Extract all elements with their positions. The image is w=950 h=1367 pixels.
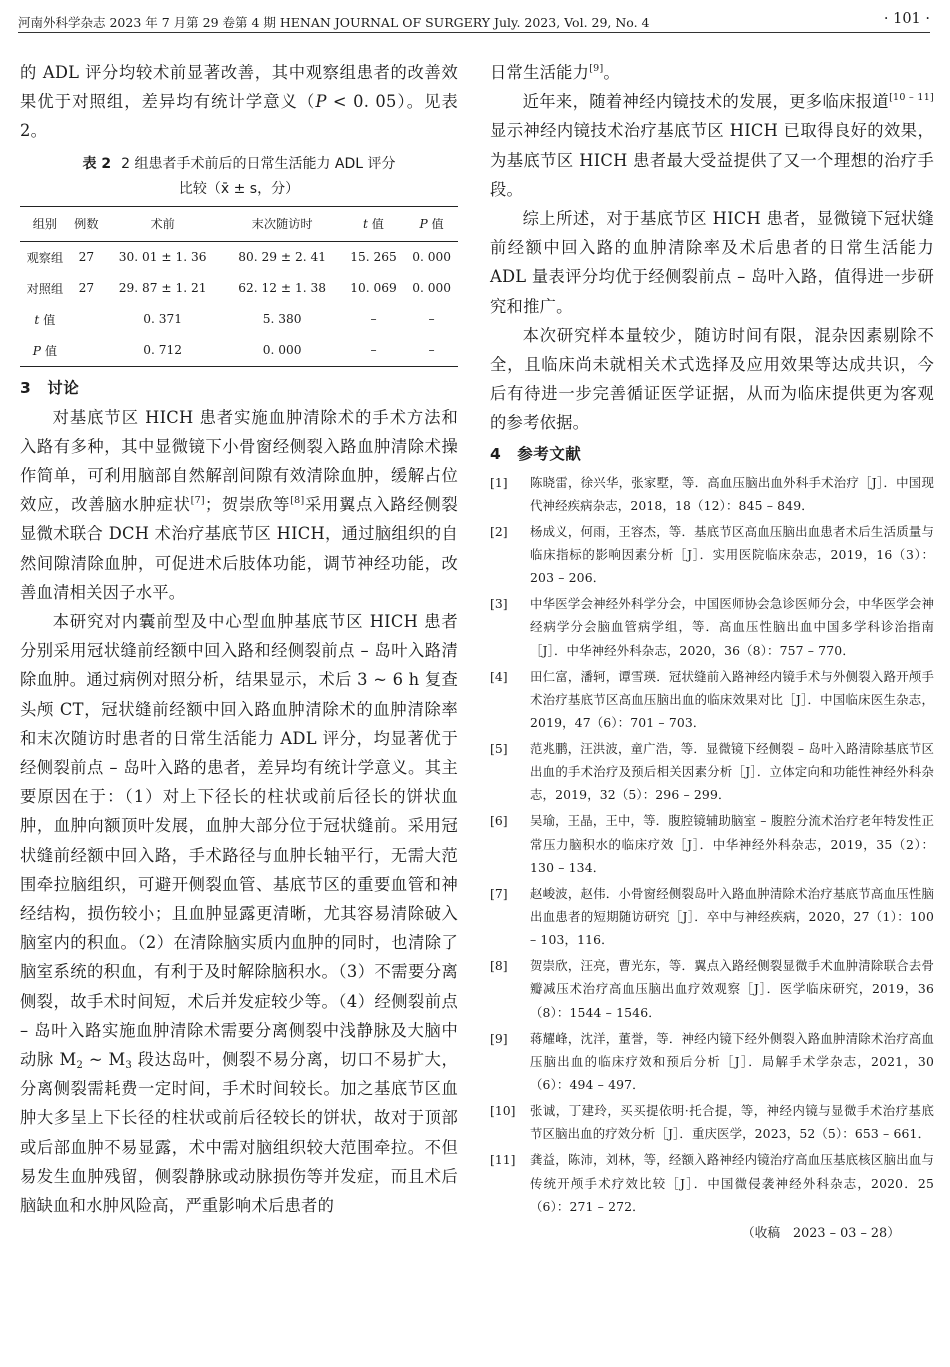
section-3-heading: 3 讨论 [20,378,80,397]
reference-number: [10] [490,1103,516,1119]
table-title-line2: 比较（x̄ ± s，分） [178,180,300,197]
header-p-value: P 值 [405,206,458,241]
left-column [20,58,458,1220]
reference-text: 田仁富，潘轲，谭雪瑛．冠状缝前入路神经内镜手术与外侧裂入路开颅手术治疗基底节区高血压脑出血的临床效果对比［J］．中国临床医生杂志，2019，47（6）：701 – 703． [530,668,934,731]
reference-item [490,1027,934,1097]
cell-last-followup: 80. 29 ± 2. 41 [238,250,326,265]
reference-text: 范兆鹏，汪洪波，童广浩，等．显微镜下经侧裂 – 岛叶入路清除基底节区出血的手术治疗及预后相关因素分析［J］．立体定向和功能性神经外科杂志，2019，32（5）：296 – 299． [530,741,934,803]
citation-10-11: [10 – 11] [889,92,934,104]
table-caption [20,152,458,202]
discussion-paragraph-1: 对基底节区 HICH 患者实施血肿清除术的手术方法和入路有多种，其中显微镜下小骨窗经侧裂入路血肿清除术操作简单，可利用脑部自然解剖间隙有效清除血肿，缓解占位效应，改善脑水肿症状[7]；贺崇欣等[8]采用翼点入路经侧裂显微术联合 DCH 术治疗基底节区 HICH，通过脑组织的自然间隙清除血肿，可促进术后肢体功能，调节神经功能，改善血清相关因子水平。 [20,407,458,602]
header-group: 组别 [20,206,70,241]
reference-number: [11] [490,1152,516,1168]
cell-preop: 0. 712 [143,343,183,358]
cell-last-followup: 5. 380 [262,312,302,327]
reference-number: [6] [490,813,508,829]
reference-text: 蒋耀峰，沈洋，董誉，等．神经内镜下经外侧裂入路血肿清除术治疗高血压脑出血的临床疗效和预后分析［J］．局解手术学杂志，2021，30（6）：494 – 497． [530,1030,934,1093]
cell-preop: 29. 87 ± 1. 21 [118,281,207,296]
results-continuation-paragraph: 的 ADL 评分均较术前显著改善，其中观察组患者的改善效果优于对照组，差异均有统计学意义（P < 0. 05）。见表 2。 [20,63,458,141]
header-last-followup: 末次随访时 [222,206,341,241]
reference-text: 赵峻波，赵伟．小骨窗经侧裂岛叶入路血肿清除术治疗基底节高血压性脑出血患者的短期随访研究［J］．卒中与神经疾病，2020，27（1）：100 – 103，116． [530,885,934,948]
table-label: 表 2 [82,155,112,172]
reference-text: 陈晓雷，徐兴华，张家墅，等．高血压脑出血外科手术治疗［J］．中国现代神经疾病杂志，2018，18（12）：845 – 849． [530,474,934,513]
reference-text: 吴瑜，王晶，王中，等．腹腔镜辅助脑室 – 腹腔分流术治疗老年特发性正常压力脑积水的临床疗效［J］．中华神经外科杂志，2019，35（2）：130 – 134． [530,813,934,875]
cell-last-followup: 62. 12 ± 1. 38 [238,281,326,296]
reference-list [490,471,934,1218]
discussion-paragraph-2: 本研究对内囊前型及中心型血肿基底节区 HICH 患者分别采用冠状缝前经额中回入路和经侧裂前点 – 岛叶入路清除血肿。通过病例对照分析，结果显示，术后 3 ~ 6 h 复查头颅 CT，冠状缝前经额中回入路血肿清除术的血肿清除率和末次随访时患者的日常生活能力 ADL 评分，均显著优于经侧裂前点 – 岛叶入路的患者，差异均有统计学意义。其主要原因在于：（1）对上下径长的柱状或前后径长的饼状血肿，血肿向额顶叶发展，血肿大部分位于冠状缝前。采用冠状缝前经额中回入路，手术路径与血肿长轴平行，无需大范围牵拉脑组织，可避开侧裂血管、基底节区的重要血管和神经结构，损伤较小；且血肿显露更清晰，尤其容易清除破入脑室内的积血。（2）在清除脑实质内血肿的同时，也清除了脑室系统的积血，有利于及时解除脑积水。（3）不需要分离侧裂，故手术时间短，术后并发症较少等。（4）经侧裂前点 – 岛叶入路实施血肿清除术需要分离侧裂中浅静脉及大脑中动脉 $M_2$ ~ $M_3$ 段达岛叶，侧裂不易分离，切口不易扩大，分离侧裂需耗费一定时间，手术时间较长。加之基底节区血肿大多呈上下长径的柱状或前后径较长的饼状，故对于顶部或后部血肿不易显露，术中需对脑组织较大范围牵拉。不但易发生血肿残留，侧裂静脉或动脉损伤等并发症，而且术后脑缺血和水肿风险高，严重影响术后患者的 [20,612,458,1216]
cell-preop: 30. 01 ± 1. 36 [118,250,207,265]
reference-number: [5] [490,741,508,757]
cell-p-value: – [428,343,435,358]
endoscope-paragraph: 近年来，随着神经内镜技术的发展，更多临床报道[10 – 11]显示神经内镜技术治疗基底节区 HICH 已取得良好的效果，为基底节区 HICH 患者最大受益提供了又一个理想的治疗手段。 [490,92,934,199]
cell-group: 观察组 [26,250,64,265]
page-number: · 101 · [883,11,930,27]
cell-count [70,304,103,335]
header-count: 例数 [70,206,103,241]
header-t-value: t 值 [342,206,405,241]
citation-8: [8] [290,495,305,507]
reference-item [490,520,934,590]
references-heading: 4 参考文献 [490,444,582,463]
discussion-continuation: 日常生活能力[9]。 [490,63,620,82]
citation-9: [9] [589,63,604,74]
cell-t-value: – [370,312,377,327]
reference-item [490,665,934,735]
citation-7: [7] [190,495,205,507]
received-date: （收稿 2023 – 03 – 28） [741,1225,900,1241]
table-header-row [20,206,458,241]
observation-group-row [20,241,458,273]
reference-item [490,1099,934,1145]
reference-item [490,471,934,517]
header-preop: 术前 [103,206,222,241]
reference-number: [9] [490,1030,508,1046]
cell-group: t 值 [34,312,56,327]
conclusion-paragraph: 综上所述，对于基底节区 HICH 患者，显微镜下冠状缝前经额中回入路的血肿清除率及术后患者的日常生活能力 ADL 量表评分均优于经侧裂前点 – 岛叶入路，值得进一步研究和推广。 [490,209,934,316]
cell-t-value: – [370,343,377,358]
adl-score-table [20,206,458,367]
cell-group: P 值 [32,343,58,358]
reference-item [490,737,934,807]
cell-group: 对照组 [26,281,64,296]
cell-preop: 0. 371 [143,312,183,327]
reference-number: [7] [490,885,508,901]
cell-p-value: – [428,312,435,327]
running-header [18,8,930,33]
reference-text: 贺崇欣，汪亮，曹光东，等．翼点入路经侧裂显微手术血肿清除联合去骨瓣减压术治疗高血压脑出血疗效观察［J］．医学临床研究，2019，36（8）：1544 – 1546． [530,958,934,1020]
table-title-line1: 2 组患者手术前后的日常生活能力 ADL 评分 [121,155,396,172]
control-group-row [20,273,458,304]
cell-count: 27 [78,250,95,265]
reference-item [490,1148,934,1218]
right-column [490,58,934,1241]
journal-header-line: 河南外科学杂志 2023 年 7 月第 29 卷第 4 期 HENAN JOURNAL OF SURGERY July. 2023, Vol. 29, No. 4 [18,15,650,30]
t-value-row [20,304,458,335]
cell-last-followup: 0. 000 [262,343,302,358]
cell-p-value: 0. 000 [412,250,451,265]
cell-t-value: 15. 265 [350,250,397,265]
cell-count [70,335,103,367]
table-body [20,241,458,366]
reference-item [490,809,934,879]
reference-item [490,954,934,1024]
reference-number: [8] [490,958,508,974]
p-value-row [20,335,458,367]
cell-p-value: 0. 000 [412,281,451,296]
reference-text: 杨成义，何雨，王容杰，等．基底节区高血压脑出血患者术后生活质量与临床指标的影响因素分析［J］．实用医院临床杂志，2019，16（3）：203 – 206． [530,523,934,586]
reference-number: [2] [490,523,508,539]
cell-t-value: 10. 069 [350,281,397,296]
reference-number: [4] [490,668,508,684]
reference-item [490,592,934,662]
reference-text: 张诚，丁建玲，买买提依明·托合提，等，神经内镜与显微手术治疗基底节区脑出血的疗效分析［J］．重庆医学，2023，52（5）：653 – 661． [530,1103,934,1142]
reference-text: 龚益，陈沛，刘林，等，经额入路神经内镜治疗高血压基底核区脑出血与传统开颅手术疗效比较［J］．中国微侵袭神经外科杂志，2020．25（6）：271 – 272． [530,1152,934,1214]
reference-text: 中华医学会神经外科学分会，中国医师协会急诊医师分会，中华医学会神经病学分会脑血管病学组，等．高血压性脑出血中国多学科诊治指南［J］．中华神经外科杂志，2020，36（8）：757 – 770． [530,596,934,658]
reference-number: [1] [490,474,508,490]
cell-count: 27 [78,281,95,296]
reference-item [490,882,934,952]
limitations-paragraph: 本次研究样本量较少，随访时间有限，混杂因素剔除不全，且临床尚未就相关术式选择及应用效果等达成共识，今后有待进一步完善循证医学证据，从而为临床提供更为客观的参考依据。 [490,325,934,433]
reference-number: [3] [490,596,508,612]
